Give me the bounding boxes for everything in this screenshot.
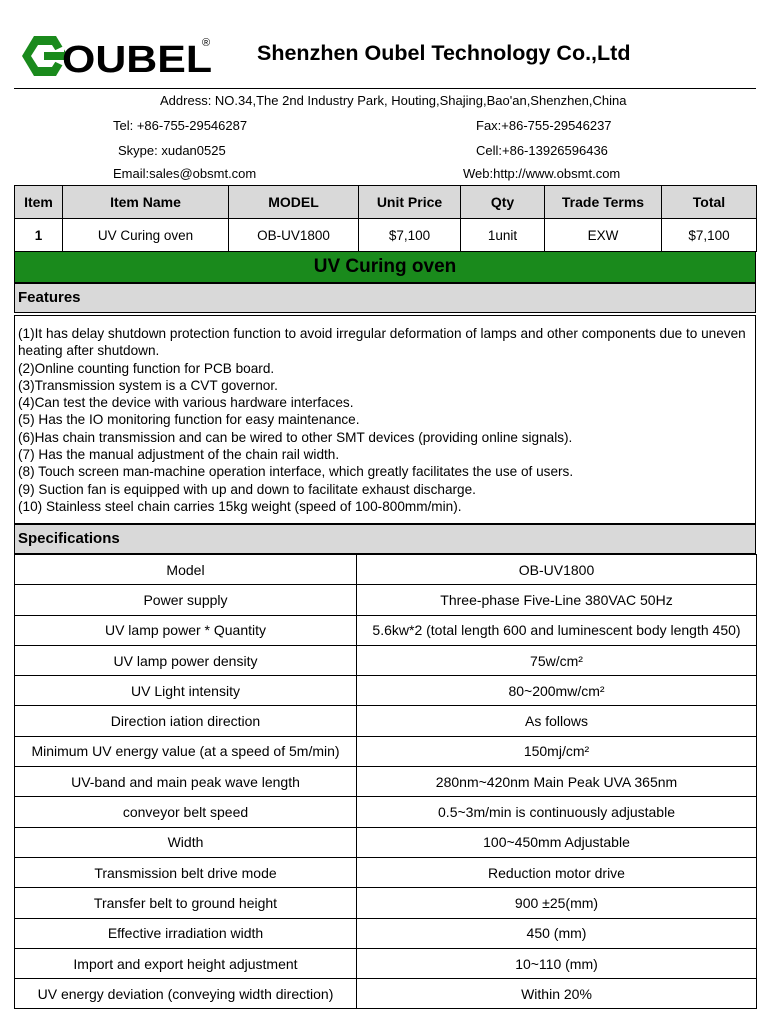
spec-value: 280nm~420nm Main Peak UVA 365nm — [357, 767, 757, 797]
feature-item: (1)It has delay shutdown protection function to avoid irregular deformation of lamps and other components due to uneven heating after shutdown. — [18, 326, 746, 359]
spec-name: conveyor belt speed — [15, 797, 357, 827]
feature-item: (7) Has the manual adjustment of the chain rail width. — [18, 447, 340, 463]
spec-row — [15, 645, 757, 675]
spec-row — [15, 797, 757, 827]
oubel-logo — [22, 34, 217, 78]
page-header — [0, 0, 768, 88]
address-text: Address: NO.34,The 2nd Industry Park, Houting,Shajing,Bao'an,Shenzhen,China — [160, 93, 627, 108]
spec-row — [15, 767, 757, 797]
quote-cell: 1unit — [461, 219, 545, 252]
spec-row — [15, 706, 757, 736]
quote-cell: OB-UV1800 — [229, 219, 359, 252]
spec-value: Reduction motor drive — [357, 857, 757, 887]
quote-header-cell: Item Name — [63, 186, 229, 219]
quote-header-cell: MODEL — [229, 186, 359, 219]
product-banner: UV Curing oven — [14, 251, 756, 283]
spec-name: UV-band and main peak wave length — [15, 767, 357, 797]
fax-text: Fax:+86-755-29546237 — [476, 118, 612, 133]
quote-header-cell: Item — [15, 186, 63, 219]
spec-value: As follows — [357, 706, 757, 736]
logo-text: OUBEL — [62, 39, 212, 78]
spec-value: Three-phase Five-Line 380VAC 50Hz — [357, 585, 757, 615]
spec-value: 75w/cm² — [357, 645, 757, 675]
spec-name: Direction iation direction — [15, 706, 357, 736]
spec-value: OB-UV1800 — [357, 555, 757, 585]
quote-header-cell: Trade Terms — [545, 186, 662, 219]
quote-header-row — [15, 186, 757, 219]
spec-row — [15, 615, 757, 645]
spec-name: Width — [15, 827, 357, 857]
header-divider — [14, 88, 756, 89]
spec-name: Power supply — [15, 585, 357, 615]
quote-cell: UV Curing oven — [63, 219, 229, 252]
specifications-heading: Specifications — [14, 524, 756, 554]
features-list — [14, 315, 756, 524]
spec-value: 10~110 (mm) — [357, 948, 757, 978]
spec-name: UV energy deviation (conveying width direction) — [15, 979, 357, 1009]
quote-row — [15, 219, 757, 252]
spec-value: 100~450mm Adjustable — [357, 827, 757, 857]
spec-value: 150mj/cm² — [357, 736, 757, 766]
feature-item: (6)Has chain transmission and can be wired to other SMT devices (providing online signals). — [18, 429, 573, 445]
quote-header-cell: Unit Price — [359, 186, 461, 219]
quote-cell: $7,100 — [359, 219, 461, 252]
spec-name: Transmission belt drive mode — [15, 857, 357, 887]
spec-value: 5.6kw*2 (total length 600 and luminescent body length 450) — [357, 615, 757, 645]
spec-row — [15, 736, 757, 766]
spec-row — [15, 979, 757, 1009]
specs-table — [14, 554, 757, 1009]
spec-name: Import and export height adjustment — [15, 948, 357, 978]
email-text: Email:sales@obsmt.com — [113, 166, 257, 181]
features-heading: Features — [14, 283, 756, 313]
spec-row — [15, 888, 757, 918]
skype-text: Skype: xudan0525 — [118, 143, 226, 158]
feature-item: (9) Suction fan is equipped with up and down to facilitate exhaust discharge. — [18, 481, 476, 497]
spec-value: 0.5~3m/min is continuously adjustable — [357, 797, 757, 827]
feature-item: (5) Has the IO monitoring function for easy maintenance. — [18, 412, 360, 428]
company-name: Shenzhen Oubel Technology Co.,Ltd — [257, 41, 631, 65]
spec-value: Within 20% — [357, 979, 757, 1009]
spec-name: UV Light intensity — [15, 676, 357, 706]
quote-header-cell: Total — [662, 186, 757, 219]
spec-row — [15, 918, 757, 948]
feature-item: (2)Online counting function for PCB board. — [18, 360, 275, 376]
feature-item: (3)Transmission system is a CVT governor. — [18, 377, 278, 393]
spec-name: Effective irradiation width — [15, 918, 357, 948]
spec-row — [15, 857, 757, 887]
tel-text: Tel: +86-755-29546287 — [113, 118, 248, 133]
spec-value: 450 (mm) — [357, 918, 757, 948]
spec-name: UV lamp power density — [15, 645, 357, 675]
spec-row — [15, 676, 757, 706]
feature-item: (8) Touch screen man-machine operation interface, which greatly facilitates the use of users. — [18, 464, 574, 480]
cell-text: Cell:+86-13926596436 — [476, 143, 608, 158]
quote-cell: EXW — [545, 219, 662, 252]
quote-cell: 1 — [15, 219, 63, 252]
quote-header-cell: Qty — [461, 186, 545, 219]
spec-name: Minimum UV energy value (at a speed of 5m/min) — [15, 736, 357, 766]
registered-mark: ® — [202, 37, 211, 49]
spec-name: Transfer belt to ground height — [15, 888, 357, 918]
spec-value: 80~200mw/cm² — [357, 676, 757, 706]
feature-item: (4)Can test the device with various hardware interfaces. — [18, 395, 354, 411]
spec-row — [15, 585, 757, 615]
quote-table — [14, 185, 757, 252]
spec-row — [15, 555, 757, 585]
web-text: Web:http://www.obsmt.com — [463, 166, 621, 181]
spec-row — [15, 827, 757, 857]
spec-row — [15, 948, 757, 978]
spec-value: 900 ±25(mm) — [357, 888, 757, 918]
feature-item: (10) Stainless steel chain carries 15kg weight (speed of 100-800mm/min). — [18, 498, 462, 514]
spec-name: Model — [15, 555, 357, 585]
quote-cell: $7,100 — [662, 219, 757, 252]
spec-name: UV lamp power * Quantity — [15, 615, 357, 645]
